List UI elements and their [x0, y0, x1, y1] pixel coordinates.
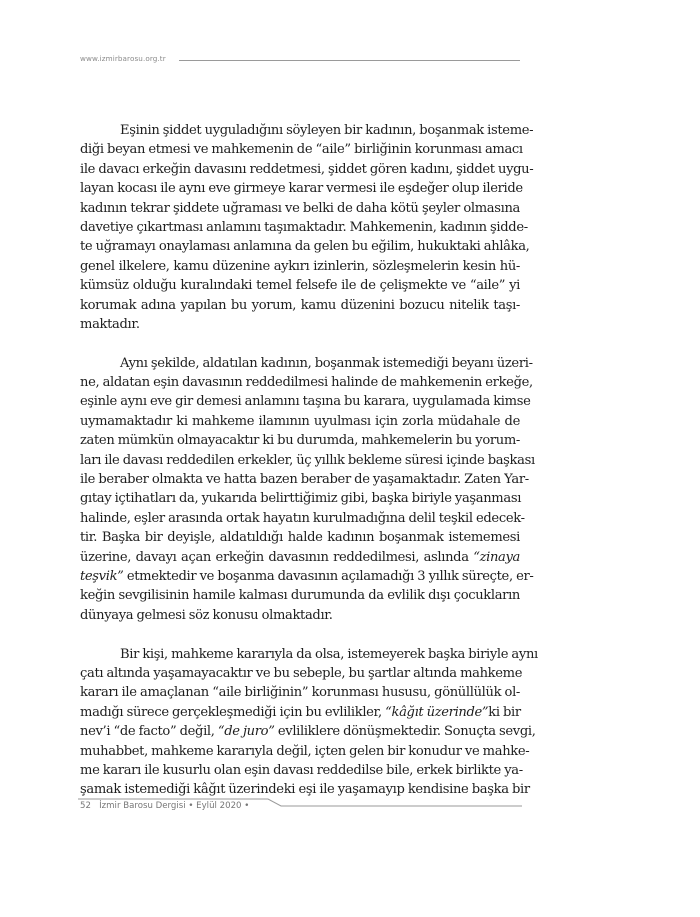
text-run: nev’i “de facto” değil,: [80, 724, 218, 740]
text-line: zaten mümkün olmayacaktır ki bu durumda, mahkemelerin bu yorum-: [80, 433, 520, 449]
text-line: me kararı ile kusurlu olan eşin davası reddedilse bile, erkek birlikte ya-: [80, 762, 523, 778]
text-line: eşinle aynı eve gir demesi anlamını taşına bu karara, uygulamada kimse: [80, 394, 531, 410]
paragraph-3: [80, 645, 538, 800]
separator-dot: •: [244, 801, 250, 811]
text-line: layan kocası ile aynı eve girmeye karar vermesi ile eşdeğer olup ileride: [80, 181, 523, 197]
website-url: www.izmirbarosu.org.tr: [80, 54, 166, 63]
text-line: [80, 548, 520, 567]
text-line: ları ile davası reddedilen erkekler, üç yıllık bekleme süresi içinde başkası: [80, 452, 535, 468]
text-line: davetiye çıkartması anlamını taşımaktadır. Mahkemenin, kadının şidde-: [80, 219, 528, 235]
text-line: [80, 567, 534, 586]
paragraph-1: [80, 121, 534, 334]
italic-term: “de juro”: [217, 724, 275, 740]
text-run: evliliklere dönüşmektedir. Sonuçta sevgi,: [274, 724, 536, 740]
text-line: Eşinin şiddet uyguladığını söyleyen bir kadının, boşanmak isteme-: [120, 123, 534, 138]
text-line: kararı ile amaçlanan “aile birliğinin” korunması hususu, gönüllülük ol-: [80, 685, 520, 701]
text-line: ne, aldatan eşin davasının reddedilmesi halinde de mahkemenin erkeğe,: [80, 375, 533, 391]
text-run: etmektedir ve boşanma davasının açılamadığı 3 yıllık süreçte, er-: [126, 568, 534, 584]
header-rule: [179, 60, 520, 61]
text-run: üzerine, davayı açan erkeğin davasının reddedilmesi, aslında: [80, 549, 474, 565]
page-footer: [78, 794, 522, 814]
text-line: gıtay içtihatları da, yukarıda belirttiğimiz gibi, başka biriyle yaşanması: [80, 491, 522, 507]
article-body: [80, 121, 538, 819]
text-line: kadının tekrar şiddete uğraması ve belki de daha kötü şeyler olmasına: [80, 200, 520, 216]
text-line: maktadır.: [80, 316, 140, 332]
text-line: Aynı şekilde, aldatılan kadının, boşanmak istemediği beyanı üzeri-: [120, 355, 533, 371]
text-line: [80, 703, 520, 722]
italic-term: teşvik”: [80, 568, 124, 584]
text-line: korumak adına yapılan bu yorum, kamu düzenini bozucu nitelik taşı-: [80, 297, 520, 313]
text-line: halinde, eşler arasında ortak hayatın kurulmadığına delil teşkil edecek-: [80, 510, 525, 526]
text-line: genel ilkelere, kamu düzenine aykırı izinlerin, sözleşmelerin kesin hü-: [80, 258, 520, 274]
italic-term: “zinaya: [473, 549, 520, 565]
issue-date: Eylül 2020: [196, 801, 242, 811]
text-line: te uğramayı onaylaması anlamına da gelen bu eğilim, hukuktaki ahlâka,: [80, 239, 530, 255]
text-line: muhabbet, mahkeme kararıyla değil, içten gelen bir konudur ve mahke-: [80, 743, 530, 759]
text-line: diği beyan etmesi ve mahkemenin de “aile” birliğinin korunması amacı: [80, 142, 523, 158]
text-line: ile davacı erkeğin davasını reddetmesi, şiddet gören kadını, şiddet uygu-: [80, 161, 534, 177]
text-line: uymamaktadır ki mahkeme ilamının uyulması için zorla müdahale de: [80, 413, 520, 429]
page-header: [80, 52, 520, 66]
text-line: kümsüz olduğu kuralındaki temel felsefe ile de çelişmekte ve “aile” yi: [80, 278, 520, 294]
italic-term: “kâğıt üzerinde”: [385, 704, 489, 720]
text-line: Bir kişi, mahkeme kararıyla da olsa, istemeyerek başka biriyle aynı: [120, 646, 538, 662]
text-run: madığı sürece gerçekleşmediği için bu evlilikler,: [80, 704, 386, 720]
text-line: çatı altında yaşamayacaktır ve bu sebeple, bu şartlar altında mahkeme: [80, 665, 523, 681]
text-line: tir. Başka bir deyişle, aldatıldığı halde kadının boşanmak istememesi: [80, 530, 520, 546]
separator-dot: •: [188, 801, 194, 811]
footer-text: [80, 800, 249, 812]
text-line: dünyaya gelmesi söz konusu olmaktadır.: [80, 607, 333, 623]
page-number: 52: [80, 801, 91, 811]
paragraph-2: [80, 354, 535, 625]
text-line: keğin sevgilisinin hamile kalması durumunda da evlilik dışı çocukların: [80, 588, 520, 604]
publication-name: İzmir Barosu Dergisi: [99, 801, 186, 811]
text-line: şamak istemediği kâğıt üzerindeki eşi ile yaşamayıp kendisine başka bir: [80, 782, 530, 798]
text-line: [80, 722, 536, 741]
text-run: ki bir: [488, 704, 521, 720]
text-line: ile beraber olmakta ve hatta bazen beraber de yaşamaktadır. Zaten Yar-: [80, 472, 529, 488]
